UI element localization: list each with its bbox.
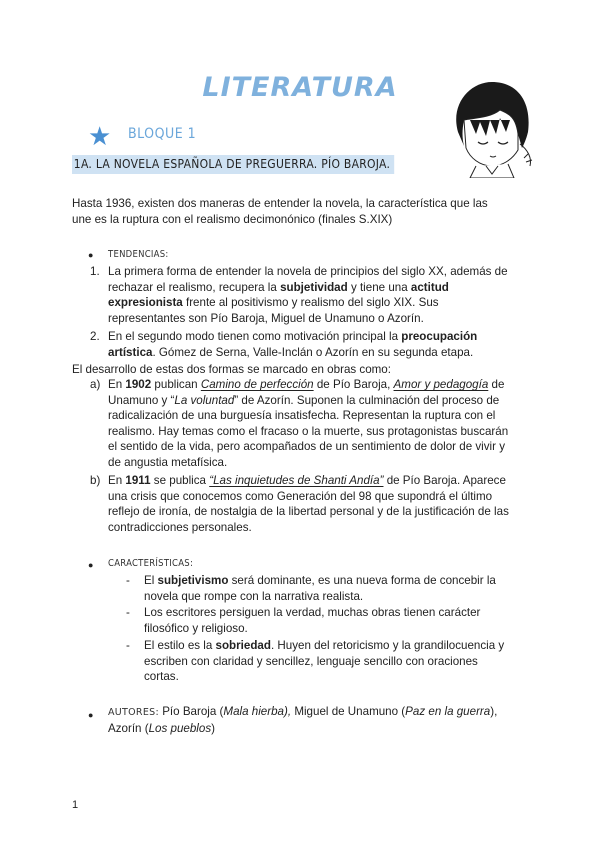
- text-line: [108, 295, 538, 311]
- text: ): [211, 721, 215, 735]
- text: de Pío Baroja. Aparece: [383, 474, 506, 487]
- text: . Gómez de Serna, Valle-Inclán o Azorín en su segunda etapa.: [152, 345, 474, 359]
- text-line: cortas.: [144, 670, 179, 684]
- text: de: [488, 378, 505, 391]
- list-item-b: [90, 473, 538, 535]
- bloque-label: BLOQUE 1: [128, 126, 197, 142]
- text-line: filosófico y religioso.: [144, 621, 248, 635]
- text-line: Los escritores persiguen la verdad, muchas obras tienen carácter: [144, 606, 481, 619]
- book-title: La voluntad: [174, 393, 235, 407]
- text: . Huyen del retoricismo y la grandilocuencia y: [270, 639, 505, 652]
- text: Miguel de Unamuno (: [291, 705, 406, 718]
- page-number: 1: [72, 799, 79, 811]
- tendencias-heading-text: TENDENCIAS:: [108, 249, 169, 260]
- text-line: contradicciones personales.: [108, 520, 252, 534]
- bold-term: preocupación: [401, 330, 478, 343]
- text: ),: [490, 705, 498, 718]
- text-line: La primera forma de entender la novela de principios del siglo XX, además de: [108, 265, 508, 278]
- autores-paragraph: [108, 704, 538, 736]
- text: se publica: [150, 474, 210, 487]
- dash-item-3: [126, 638, 534, 685]
- bold-term: expresionista: [108, 296, 183, 310]
- text-line: [144, 573, 534, 589]
- bold-term: subjetividad: [280, 280, 348, 294]
- star-icon: ★: [88, 121, 112, 151]
- text-line: [144, 638, 534, 654]
- text-line: una crisis que conocemos como Generación del 98 que supondrá el último: [108, 489, 493, 503]
- book-title: “Las inquietudes de Shanti Andía”: [209, 474, 384, 487]
- text-line: reflejo de ironía, de nostalgia de la libertad personal y de la justificación de las: [108, 505, 509, 519]
- caracteristicas-heading: [108, 555, 208, 572]
- text-line: realismo. Hay temas como el fracaso o la muerte, sus protagonistas buscarán: [108, 424, 509, 438]
- text-line: [108, 393, 538, 409]
- intro-line: Hasta 1936, existen dos maneras de entender la novela, la característica que las: [72, 197, 488, 210]
- text-line: representantes son Pío Baroja, Miguel de Unamuno o Azorín.: [108, 311, 424, 325]
- dash-item-1: [126, 573, 534, 604]
- book-title: Mala hierba),: [223, 705, 292, 718]
- text-line: escriben con claridad y sencillez, lenguaje sencillo con oraciones: [144, 654, 478, 668]
- book-title: Amor y pedagogía: [393, 378, 489, 391]
- text: será dominante, es una nueva forma de concebir la: [228, 574, 496, 587]
- bold-term: artística: [108, 345, 153, 359]
- list-item-2: [90, 329, 538, 360]
- text-line: de angustia metafísica.: [108, 455, 228, 469]
- anime-avatar-image: [440, 74, 540, 178]
- text: frente al positivismo y realismo del siglo XIX. Sus: [182, 296, 439, 310]
- intro-paragraph: [72, 196, 530, 227]
- text: En: [108, 474, 126, 487]
- text: rechazar el realismo, recupera la: [108, 280, 281, 294]
- bold-term: 1902: [125, 378, 152, 391]
- autores-heading: AUTORES:: [108, 707, 159, 718]
- text: En: [108, 378, 126, 391]
- book-title: Los pueblos: [148, 721, 212, 735]
- intro-line: une es la ruptura con el realismo decimonónico (finales S.XIX): [72, 212, 393, 226]
- dash-item-2: [126, 605, 534, 636]
- list-item-1: [90, 264, 538, 326]
- list-item-a: [90, 377, 538, 471]
- bullet-dot: ●: [88, 250, 94, 260]
- text-line: [108, 721, 538, 737]
- text-line: [108, 704, 538, 721]
- text-line: [108, 345, 538, 361]
- dash-marker: -: [126, 639, 130, 652]
- text-line: [108, 280, 538, 296]
- text: Unamuno y “: [108, 393, 175, 407]
- text-line: novela que rompe con la narrativa realista.: [144, 589, 364, 603]
- text: Azorín (: [108, 721, 149, 735]
- text: ” de Azorín. Suponen la culminación del proceso de: [234, 393, 500, 407]
- text: El: [144, 574, 158, 587]
- text: y tiene una: [347, 280, 411, 294]
- list-marker: 1.: [90, 265, 100, 278]
- book-title: Paz en la guerra: [405, 705, 491, 718]
- bullet-dot: ●: [88, 560, 94, 570]
- text-line: radicalización de una burguesía insatisfecha. Representan la ruptura con el: [108, 409, 496, 423]
- text-line: el sentido de la vida, pero acompañados de un sentimiento de dolor de vivir y: [108, 440, 506, 454]
- text-line: [108, 329, 538, 345]
- bullet-dot: ●: [88, 710, 94, 720]
- list-marker: a): [90, 378, 101, 391]
- text: El estilo es la: [144, 639, 216, 652]
- section-heading: 1A. LA NOVELA ESPAÑOLA DE PREGUERRA. PÍO BAROJA.: [72, 155, 394, 174]
- desarrollo-line: El desarrollo de estas dos formas se marcado en obras como:: [72, 363, 391, 376]
- caracteristicas-heading-text: CARACTERÍSTICAS:: [108, 558, 194, 569]
- list-marker: 2.: [90, 330, 100, 343]
- bold-term: actitud: [410, 280, 449, 294]
- bold-term: sobriedad: [215, 639, 271, 652]
- list-marker: b): [90, 474, 101, 487]
- text: Pío Baroja (: [158, 705, 224, 718]
- tendencias-heading: [108, 246, 179, 263]
- text: publican: [151, 378, 201, 391]
- text-line: [108, 377, 538, 393]
- page-title: LITERATURA: [202, 72, 398, 103]
- book-title: Camino de perfección: [200, 378, 314, 391]
- dash-marker: -: [126, 574, 130, 587]
- text-line: [108, 473, 538, 489]
- bold-term: subjetivismo: [157, 574, 229, 587]
- text: de Pío Baroja,: [313, 378, 394, 391]
- bold-term: 1911: [125, 474, 151, 487]
- text: En el segundo modo tienen como motivación principal la: [108, 330, 402, 343]
- dash-marker: -: [126, 606, 130, 619]
